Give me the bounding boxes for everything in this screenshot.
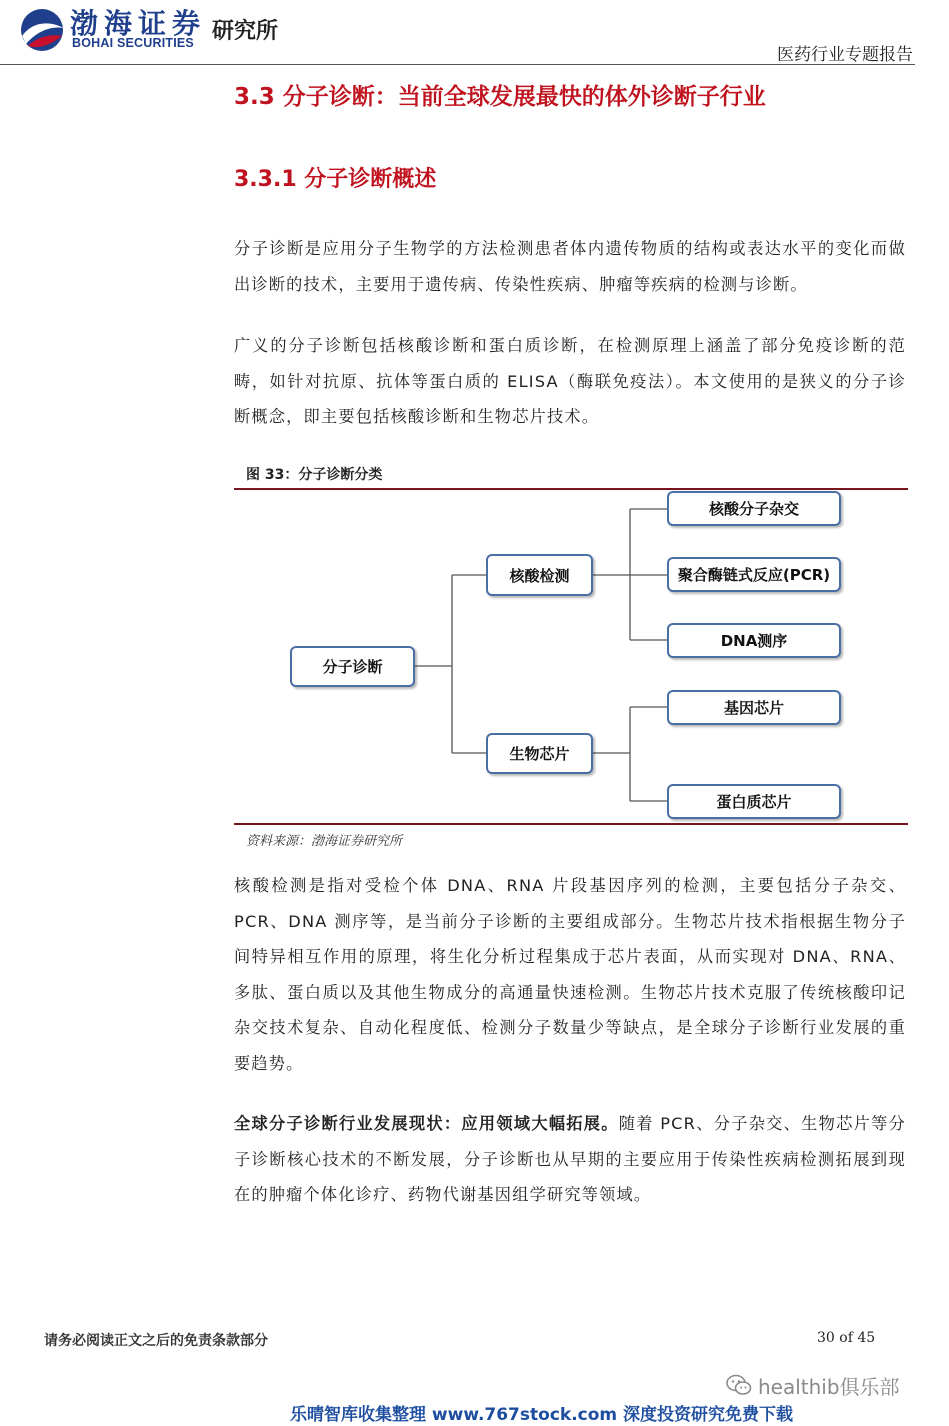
tree-node-biochip: 生物芯片	[486, 733, 593, 774]
figure-bottom-rule	[234, 823, 908, 825]
tree-leaf-hybridization: 核酸分子杂交	[667, 491, 841, 526]
report-type: 医药行业专题报告	[777, 45, 913, 65]
disclaimer-note: 请务必阅读正文之后的免责条款部分	[44, 1333, 268, 1349]
tree-leaf-protein-chip: 蛋白质芯片	[667, 784, 841, 819]
bohai-logo-icon	[18, 6, 66, 54]
wechat-icon	[726, 1374, 752, 1396]
section-heading: 3.3 分子诊断：当前全球发展最快的体外诊断子行业	[234, 84, 766, 110]
paragraph-nucleic-biochip: 核酸检测是指对受检个体 DNA、RNA 片段基因序列的检测，主要包括分子杂交、PCR、DNA 测序等，是当前分子诊断的主要组成部分。生物芯片技术指根据生物分子间特异相互作用的原理，将生化分析过程集成于芯片表面，从而实现对 DNA、RNA、多肽、蛋白质以及其他生物成分的高通量快速检测。生物芯片技术克服了传统核酸印记杂交技术复杂、自动化程度低、检测分子数量少等缺点，是全球分子诊断行业发展的重要趋势。	[234, 876, 906, 1073]
brand-name-cn: 渤海证券	[70, 7, 207, 40]
brand-institute: 研究所	[212, 19, 279, 44]
tree-leaf-pcr: 聚合酶链式反应(PCR)	[667, 557, 841, 592]
tree-leaf-gene-chip: 基因芯片	[667, 690, 841, 725]
subsection-heading: 3.3.1 分子诊断概述	[234, 167, 437, 192]
paragraph-body: 随着 PCR、分子杂交、生物芯片等分子诊断核心技术的不断发展，分子诊断也从早期的主要应用于传染性疾病检测拓展到现在的肿瘤个体化诊疗、药物代谢基因组学研究等领域。	[234, 1114, 906, 1204]
header-divider	[0, 64, 915, 65]
paragraph-lead: 全球分子诊断行业发展现状：应用领域大幅拓展。	[234, 1114, 619, 1133]
wechat-account-label: healthib俱乐部	[758, 1375, 900, 1399]
paragraph-scope: 广义的分子诊断包括核酸诊断和蛋白质诊断，在检测原理上涵盖了部分免疫诊断的范畴，如针对抗原、抗体等蛋白质的 ELISA（酶联免疫法）。本文使用的是狭义的分子诊断概念，即主要包括核酸诊断和生物芯片技术。	[234, 336, 906, 426]
tree-node-root: 分子诊断	[290, 646, 415, 687]
tree-leaf-dna-sequencing: DNA测序	[667, 623, 841, 658]
figure-top-rule	[234, 488, 908, 490]
brand-name-en: BOHAI SECURITIES	[72, 36, 194, 50]
paragraph-global-status	[234, 1106, 906, 1213]
bottom-watermark: 乐晴智库收集整理 www.767stock.com 深度投资研究免费下载	[290, 1405, 794, 1425]
paragraph-definition: 分子诊断是应用分子生物学的方法检测患者体内遗传物质的结构或表达水平的变化而做出诊断的技术，主要用于遗传病、传染性疾病、肿瘤等疾病的检测与诊断。	[234, 239, 906, 294]
tree-node-nucleic-acid-testing: 核酸检测	[486, 554, 593, 596]
page-number: 30 of 45	[817, 1330, 876, 1346]
figure-source: 资料来源：渤海证券研究所	[246, 834, 403, 849]
figure-caption: 图 33：分子诊断分类	[246, 467, 383, 483]
